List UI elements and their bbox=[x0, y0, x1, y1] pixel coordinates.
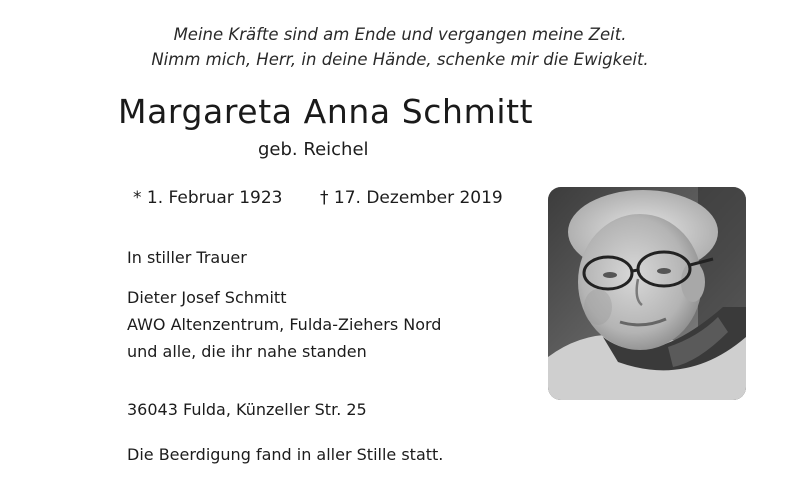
death-date: † 17. Dezember 2019 bbox=[320, 188, 503, 208]
verse-line-2: Nimm mich, Herr, in deine Hände, schenke mir die Ewigkeit. bbox=[151, 50, 649, 69]
mourning-phrase: In stiller Trauer bbox=[127, 248, 247, 267]
deceased-name: Margareta Anna Schmitt bbox=[118, 92, 534, 131]
family-block bbox=[127, 284, 441, 365]
verse-line-1: Meine Kräfte sind am Ende und vergangen meine Zeit. bbox=[173, 25, 627, 44]
life-dates bbox=[133, 186, 503, 210]
birth-date: * 1. Februar 1923 bbox=[133, 188, 283, 208]
verse bbox=[0, 22, 800, 72]
portrait-photo bbox=[548, 187, 746, 400]
family-line-3: und alle, die ihr nahe standen bbox=[127, 342, 367, 361]
maiden-name: geb. Reichel bbox=[258, 139, 369, 160]
address: 36043 Fulda, Künzeller Str. 25 bbox=[127, 400, 367, 419]
family-line-2: AWO Altenzentrum, Fulda-Ziehers Nord bbox=[127, 315, 442, 334]
portrait-illustration bbox=[548, 187, 746, 400]
funeral-note: Die Beerdigung fand in aller Stille statt. bbox=[127, 445, 444, 464]
family-line-1: Dieter Josef Schmitt bbox=[127, 288, 287, 307]
